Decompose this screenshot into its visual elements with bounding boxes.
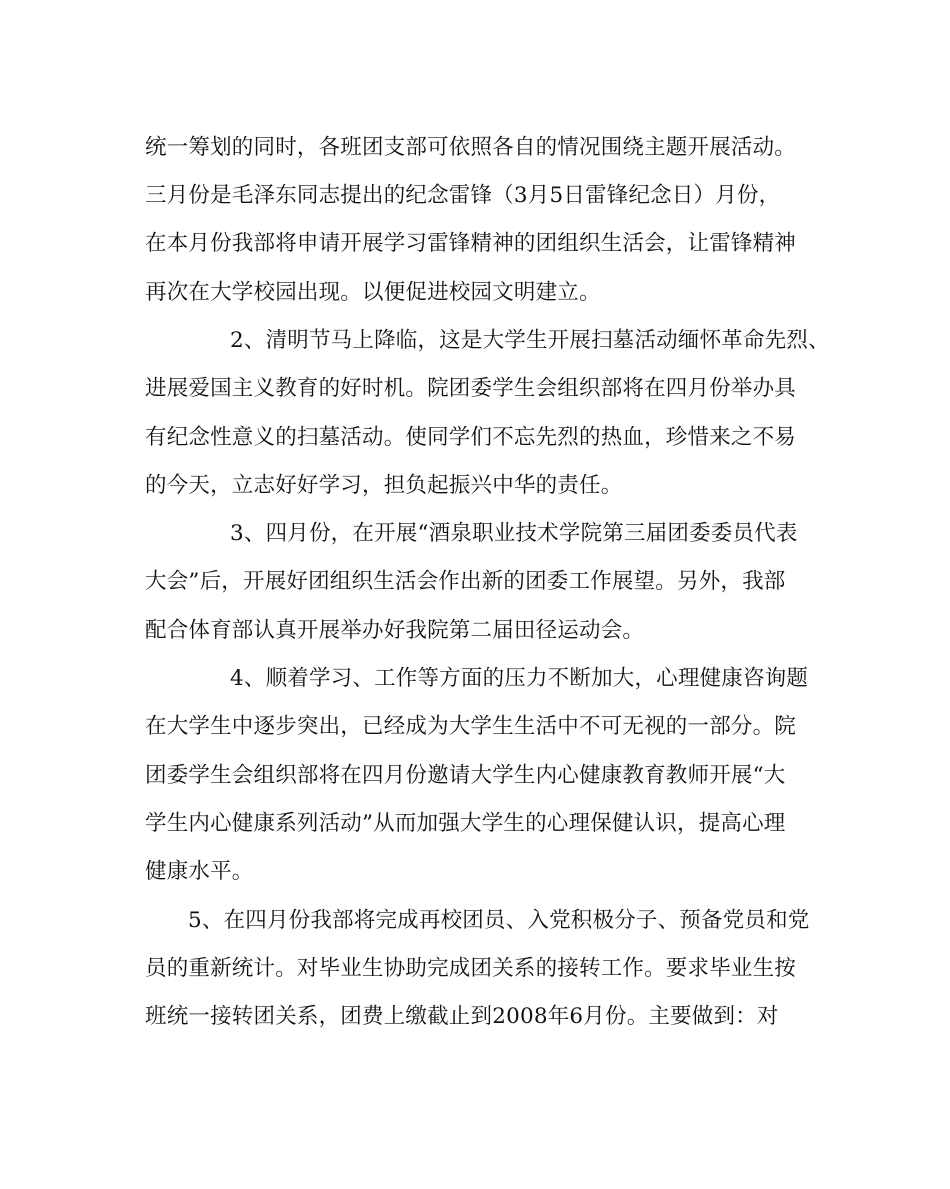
- text-line: 健康水平。: [145, 859, 254, 884]
- text-line: 学生内心健康系列活动”从而加强大学生的心理保健认识，提高心理: [145, 811, 786, 836]
- text-line: 在本月份我部将申请开展学习雷锋精神的团组织生活会，让雷锋精神: [145, 231, 797, 256]
- paragraph-5-first-line: 5、在四月份我部将完成再校团员、入党积极分子、预备党员和党: [188, 908, 810, 933]
- text-line: 大会”后，开展好团组织生活会作出新的团委工作展望。另外，我部: [145, 569, 786, 594]
- text-line: 的今天，立志好好学习，担负起振兴中华的责任。: [145, 473, 623, 498]
- paragraph-3-first-line: 3、四月份，在开展“酒泉职业技术学院第三届团委委员代表: [230, 521, 798, 546]
- paragraph-4-first-line: 4、顺着学习、工作等方面的压力不断加大，心理健康咨询题: [230, 666, 809, 691]
- text-line: 再次在大学校园出现。以便促进校园文明建立。: [145, 280, 601, 305]
- paragraph-2-first-line: 2、清明节马上降临，这是大学生开展扫墓活动缅怀革命先烈、: [230, 328, 830, 353]
- text-line: 有纪念性意义的扫墓活动。使同学们不忘先烈的热血，珍惜来之不易: [145, 425, 797, 450]
- text-line: 配合体育部认真开展举办好我院第二届田径运动会。: [145, 618, 645, 643]
- text-line: 进展爱国主义教育的好时机。院团委学生会组织部将在四月份举办具: [145, 376, 797, 401]
- text-line: 统一筹划的同时，各班团支部可依照各自的情况围绕主题开展活动。: [145, 135, 797, 160]
- text-line: 班统一接转团关系，团费上缴截止到2008年6月份。主要做到：对: [145, 1004, 779, 1029]
- text-line: 团委学生会组织部将在四月份邀请大学生内心健康教育教师开展“大: [145, 763, 786, 788]
- text-line: 在大学生中逐步突出，已经成为大学生生活中不可无视的一部分。院: [145, 714, 797, 739]
- text-line: 员的重新统计。对毕业生协助完成团关系的接转工作。要求毕业生按: [145, 956, 797, 981]
- text-line: 三月份是毛泽东同志提出的纪念雷锋（3月5日雷锋纪念日）月份，: [145, 183, 781, 208]
